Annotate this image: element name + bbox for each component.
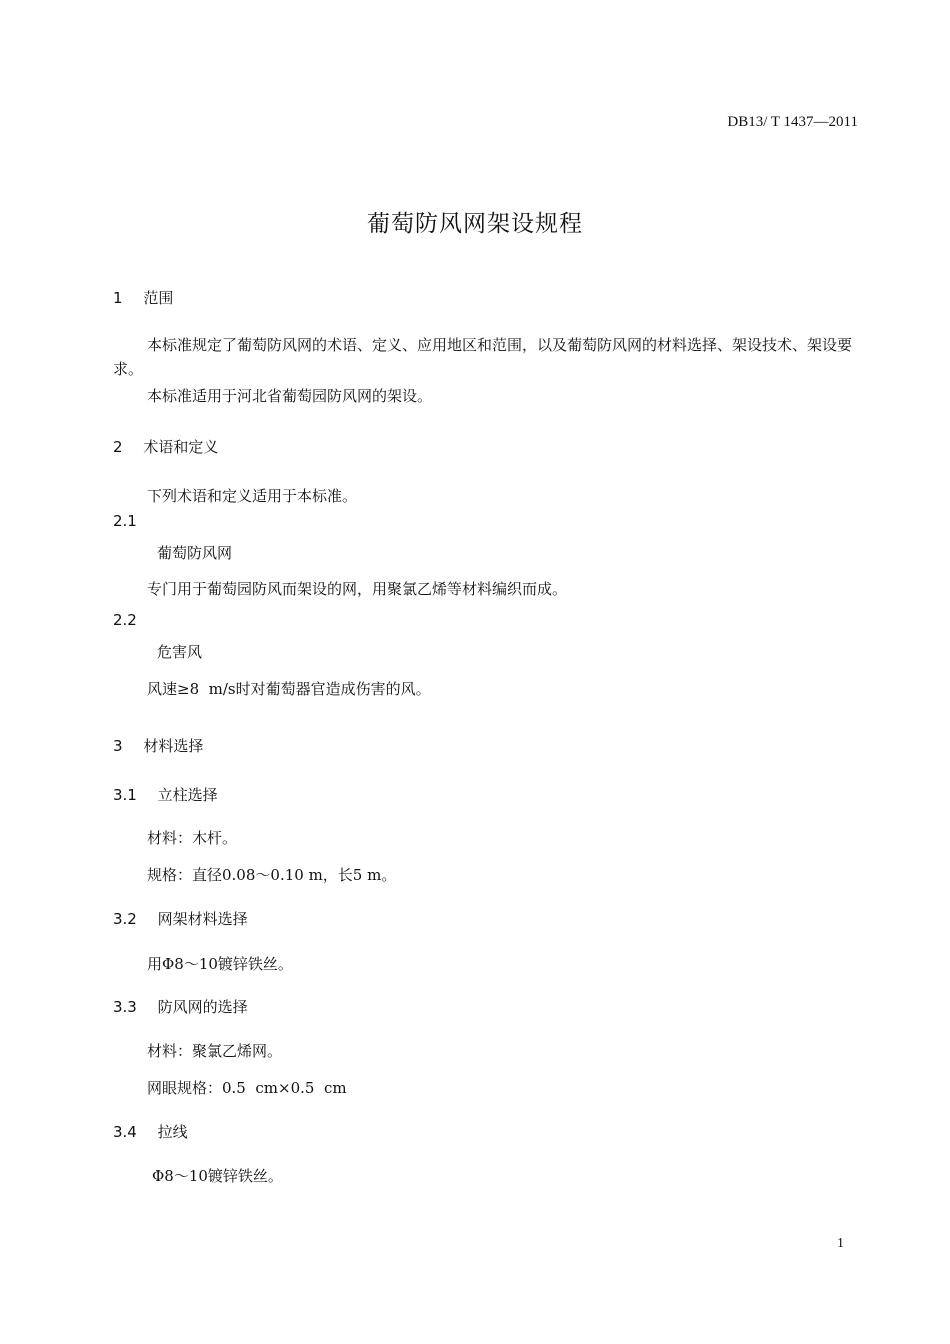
- term-2-1-number: 2.1: [113, 512, 137, 530]
- paragraph-3-2: 用Φ8～10镀锌铁丝。: [147, 955, 293, 973]
- term-2-1-definition: 专门用于葡萄园防风而架设的网，用聚氯乙烯等材料编织而成。: [147, 580, 568, 598]
- section-title: 术语和定义: [143, 438, 219, 456]
- subsection-number: 3.2: [113, 910, 137, 928]
- subsection-number: 3.4: [113, 1123, 137, 1141]
- paragraph-terms-intro: 下列术语和定义适用于本标准。: [147, 487, 358, 505]
- subsection-3-1-heading: [113, 784, 218, 805]
- term-2-1-name: 葡萄防风网: [157, 544, 233, 562]
- subsection-number: 3.3: [113, 998, 137, 1016]
- paragraph-3-3-mesh: 网眼规格：0.5 cm×0.5 cm: [147, 1079, 347, 1097]
- term-2-2-definition: 风速≥8 m/s时对葡萄器官造成伤害的风。: [147, 680, 431, 698]
- page-title: 葡萄防风网架设规程: [367, 211, 583, 237]
- paragraph-3-3-material: 材料：聚氯乙烯网。: [147, 1042, 283, 1060]
- paragraph-3-1-material: 材料：木杆。: [147, 829, 238, 847]
- paragraph-scope-2: 本标准适用于河北省葡萄园防风网的架设。: [147, 387, 433, 405]
- subsection-3-3-heading: [113, 996, 248, 1017]
- section-1-heading: [113, 287, 173, 308]
- subsection-title: 拉线: [157, 1123, 188, 1141]
- paragraph-3-1-spec: 规格：直径0.08～0.10 m，长5 m。: [147, 866, 397, 884]
- section-2-heading: [113, 436, 218, 457]
- subsection-number: 3.1: [113, 786, 137, 804]
- subsection-3-4-heading: [113, 1121, 188, 1142]
- section-number: 1: [113, 289, 123, 307]
- term-2-2-number: 2.2: [113, 611, 137, 629]
- page-number: 1: [837, 1236, 844, 1251]
- section-number: 2: [113, 438, 123, 456]
- subsection-title: 网架材料选择: [157, 910, 248, 928]
- subsection-title: 防风网的选择: [157, 998, 248, 1016]
- subsection-title: 立柱选择: [157, 786, 218, 804]
- section-title: 材料选择: [143, 737, 204, 755]
- term-2-2-name: 危害风: [157, 643, 203, 661]
- subsection-3-2-heading: [113, 908, 248, 929]
- paragraph-3-4: Φ8～10镀锌铁丝。: [152, 1167, 283, 1185]
- paragraph-scope-1: 本标准规定了葡萄防风网的术语、定义、应用地区和范围，以及葡萄防风网的材料选择、架设技术、架设要求。: [113, 336, 853, 378]
- document-code: DB13/ T 1437—2011: [727, 114, 858, 130]
- section-title: 范围: [143, 289, 174, 307]
- section-3-heading: [113, 735, 203, 756]
- section-number: 3: [113, 737, 123, 755]
